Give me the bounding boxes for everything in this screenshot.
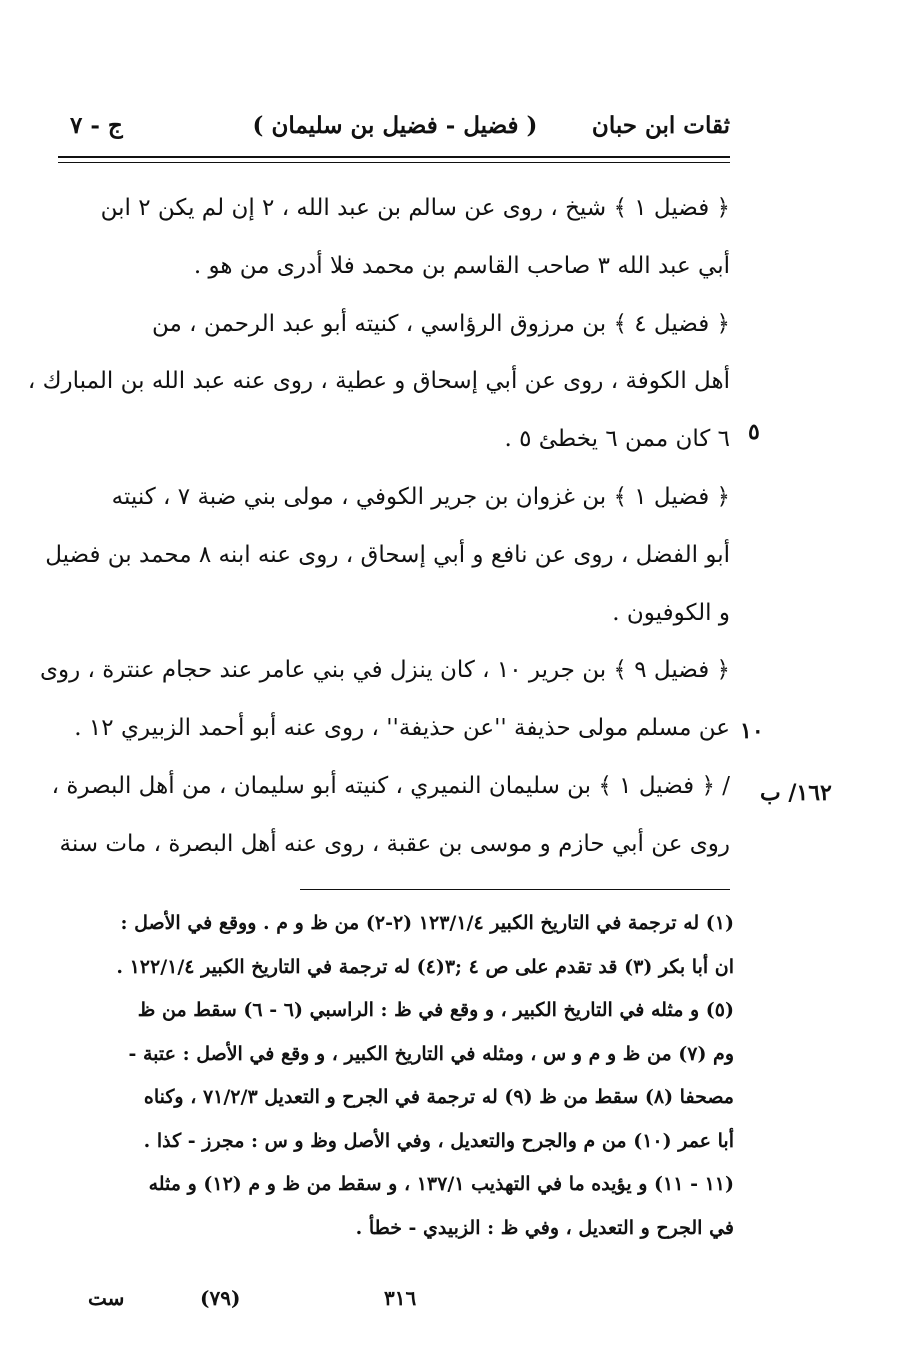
section-title: ( فضيل - فضيل بن سليمان ) <box>252 112 538 139</box>
text-line: أبو الفضل ، روى عن نافع و أبي إسحاق ، روى عنه ابنه ٨ محمد بن فضيل <box>45 541 730 568</box>
line-number-10: ١٠ <box>740 718 764 744</box>
footnote-line: (١١ - ١١) و يؤيده ما في التهذيب ١٣٧/١ ، و سقط من ظ و م (١٢) و مثله <box>148 1173 734 1195</box>
footnote-line: مصحفا (٨) سقط من ظ (٩) له ترجمة في الجرح و التعديل ٧١/٢/٣ ، وكناه <box>143 1086 734 1108</box>
footnote-separator <box>300 889 730 890</box>
text-line: عن مسلم مولى حذيفة ''عن حذيفة'' ، روى عنه أبو أحمد الزبيري ١٢ . <box>74 715 730 742</box>
text-line: ٦ كان ممن ٦ يخطئ ٥ . <box>504 426 730 453</box>
footnote-line: ان أبا بكر (٣) قد تقدم على ص ٤ ;٣(٤) له ترجمة في التاريخ الكبير ١٢٢/١/٤ . <box>116 955 734 978</box>
header-rule-thick <box>58 156 730 158</box>
page-number: ٣١٦ <box>384 1286 417 1310</box>
running-header <box>60 112 730 152</box>
footnote-line: (٥) و مثله في التاريخ الكبير ، و وقع في ظ : الراسبي (٦ - ٦) سقط من ظ <box>137 999 734 1021</box>
footnote-line: في الجرح و التعديل ، وفي ظ : الزبيدي - خطأ . <box>355 1216 734 1239</box>
footnote-line: (١) له ترجمة في التاريخ الكبير ١٢٣/١/٤ (٢-٢) من ظ و م . ووقع في الأصل : <box>120 912 734 934</box>
text-line: ﴿ فضيل ٤ ﴾ بن مرزوق الرؤاسي ، كنيته أبو عبد الرحمن ، من <box>152 310 730 337</box>
book-title: ثقات ابن حبان <box>591 112 730 139</box>
text-line: أبي عبد الله ٣ صاحب القاسم بن محمد فلا أدرى من هو . <box>193 252 730 279</box>
header-rule-thin <box>58 162 730 163</box>
volume-label: ج - ٧ <box>70 112 123 139</box>
footnotes <box>66 902 734 1250</box>
text-line: ﴿ فضيل ١ ﴾ بن غزوان بن جرير الكوفي ، مولى بني ضبة ٧ ، كنيته <box>111 483 730 510</box>
text-line: روى عن أبي حازم و موسى بن عقبة ، روى عنه أهل البصرة ، مات سنة <box>59 830 730 857</box>
line-number-5: ٥ <box>748 419 760 445</box>
footnote-line: أبا عمر (١٠) من م والجرح والتعديل ، وفي الأصل وظ و س : مجرز - كذا . <box>143 1129 734 1152</box>
text-line: ﴿ فضيل ١ ﴾ شيخ ، روى عن سالم بن عبد الله ، ٢ إن لم يكن ٢ ابن <box>100 195 730 221</box>
text-line: أهل الكوفة ، روى عن أبي إسحاق و عطية ، روى عنه عبد الله بن المبارك ، <box>27 368 730 395</box>
signature-mark: ست <box>88 1286 125 1310</box>
sheet-number: (٧٩) <box>200 1286 241 1310</box>
manuscript-folio-marker: ١٦٢/ ب <box>760 780 832 806</box>
text-line: / ﴿ فضيل ١ ﴾ بن سليمان النميري ، كنيته أبو سليمان ، من أهل البصرة ، <box>51 772 730 799</box>
main-text <box>27 180 730 874</box>
footnote-line: وم (٧) من ظ و م و س ، ومثله في التاريخ الكبير ، و وقع في الأصل : عتبة - <box>128 1042 734 1065</box>
text-line: و الكوفيون . <box>612 599 730 626</box>
text-line: ﴿ فضيل ٩ ﴾ بن جرير ١٠ ، كان ينزل في بني عامر عند حجام عنترة ، روى <box>39 657 730 684</box>
